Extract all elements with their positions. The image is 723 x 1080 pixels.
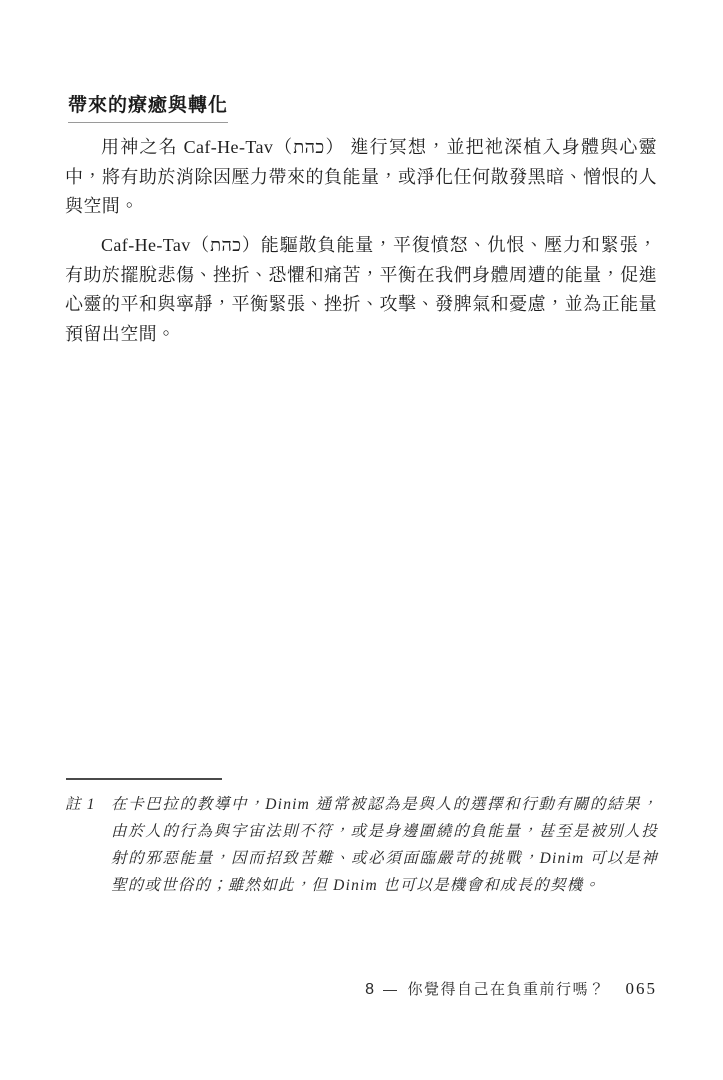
- footnote-1: [65, 791, 658, 899]
- footnote-divider: [66, 778, 222, 780]
- section-heading: 帶來的療癒與轉化: [68, 90, 228, 123]
- footnote-text: 在卡巴拉的教導中，Dinim 通常被認為是與人的選擇和行動有關的結果，由於人的行為與宇宙法則不符，或是身邊圍繞的負能量，甚至是被別人投射的邪惡能量，因而招致苦難、或必須面臨嚴苛的挑戰，Dinim 可以是神聖的或世俗的；雖然如此，但 Dinim 也可以是機會和成長的契機。: [111, 796, 658, 894]
- footnote-label: 註 1: [65, 796, 96, 813]
- page-footer: [65, 978, 657, 999]
- running-title: 你覺得自己在負重前行嗎？: [407, 981, 606, 998]
- body-paragraph-1: 用神之名 Caf-He-Tav（כהת） 進行冥想，並把祂深植入身體與心靈中，將有助於消除因壓力帶來的負能量，或淨化任何散發黑暗、憎恨的人與空間。: [65, 137, 657, 216]
- page-number: 065: [625, 979, 657, 998]
- body-paragraph-2: Caf-He-Tav（כהת）能驅散負能量，平復憤怒、仇恨、壓力和緊張，有助於擺脫悲傷、挫折、恐懼和痛苦，平衡在我們身體周遭的能量，促進心靈的平和與寧靜，平衡緊張、挫折、攻擊、發脾氣和憂慮，並為正能量預留出空間。: [65, 235, 657, 344]
- footer-dash: —: [382, 981, 399, 997]
- chapter-number: 8: [365, 981, 374, 998]
